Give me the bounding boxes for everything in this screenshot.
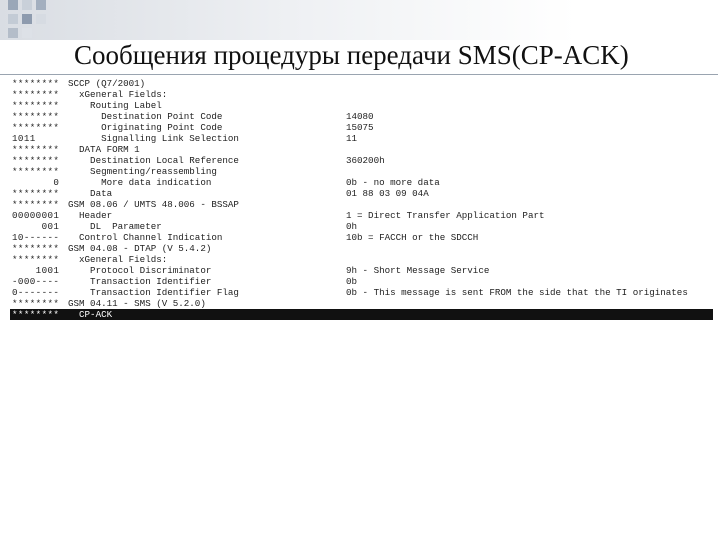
field-cell: CP-ACK [68,309,113,320]
listing-row[interactable] [10,221,713,232]
listing-row[interactable] [10,199,713,210]
value-cell: 0h [346,221,358,232]
value-cell: 0b - no more data [346,177,440,188]
listing-row[interactable] [10,144,713,155]
bits-cell: ******** [12,111,60,122]
bits-cell: ******** [12,254,60,265]
field-cell: Header [68,210,113,221]
bits-cell: 0------- [12,287,60,298]
listing-row[interactable] [10,243,713,254]
field-cell: Protocol Discriminator [68,265,212,276]
bits-cell: 00000001 [12,210,60,221]
bits-cell: ******** [12,243,60,254]
field-cell: GSM 04.08 - DTAP (V 5.4.2) [68,243,212,254]
listing-row[interactable] [10,276,713,287]
bits-cell: ******** [12,188,60,199]
field-cell: Routing Label [68,100,162,111]
bits-cell: 1001 [12,265,60,276]
field-cell: DL Parameter [68,221,162,232]
field-cell: GSM 08.06 / UMTS 48.006 - BSSAP [68,199,239,210]
listing-row[interactable] [10,89,713,100]
listing-row[interactable] [10,133,713,144]
listing-row[interactable] [10,111,713,122]
value-cell: 01 88 03 09 04A [346,188,429,199]
field-cell: Destination Point Code [68,111,223,122]
bits-cell: ******** [12,166,60,177]
bits-cell: ******** [12,122,60,133]
field-cell: Transaction Identifier Flag [68,287,239,298]
bits-cell: ******** [12,100,60,111]
bits-cell: 10------ [12,232,60,243]
listing-row[interactable] [10,210,713,221]
listing-row[interactable] [10,287,713,298]
field-cell: More data indication [68,177,212,188]
slide-title: Сообщения процедуры передачи SMS(CP-ACK) [74,40,629,70]
listing-row[interactable] [10,166,713,177]
field-cell: Segmenting/reassembling [68,166,217,177]
bits-cell: -000---- [12,276,60,287]
header-gradient-band [0,0,720,40]
bits-cell: ******** [12,155,60,166]
value-cell: 0b - This message is sent FROM the side that the TI originates [346,287,688,298]
listing-row[interactable] [10,265,713,276]
field-cell: Originating Point Code [68,122,223,133]
field-cell: Transaction Identifier [68,276,212,287]
field-cell: xGeneral Fields: [68,254,168,265]
bits-cell: ******** [12,78,60,89]
listing-row[interactable] [10,155,713,166]
listing-row[interactable] [10,232,713,243]
bits-cell: 0 [12,177,60,188]
value-cell: 14080 [346,111,374,122]
value-cell: 0b [346,276,358,287]
value-cell: 11 [346,133,358,144]
value-cell: 9h - Short Message Service [346,265,490,276]
bits-cell: ******** [12,309,60,320]
field-cell: Control Channel Indication [68,232,223,243]
listing-row[interactable] [10,298,713,309]
bits-cell: 1011 [12,133,36,144]
field-cell: Destination Local Reference [68,155,239,166]
decorative-squares [8,0,68,40]
field-cell: GSM 04.11 - SMS (V 5.2.0) [68,298,206,309]
bits-cell: ******** [12,89,60,100]
listing-row[interactable] [10,100,713,111]
listing-row[interactable] [10,254,713,265]
field-cell: Signalling Link Selection [68,133,239,144]
protocol-decode-listing [10,78,713,326]
value-cell: 15075 [346,122,374,133]
listing-row[interactable] [10,177,713,188]
listing-row[interactable] [10,122,713,133]
field-cell: xGeneral Fields: [68,89,168,100]
listing-row[interactable] [10,78,713,89]
bits-cell: 001 [12,221,60,232]
field-cell: Data [68,188,113,199]
listing-row-selected[interactable] [10,309,713,320]
field-cell: SCCP (Q7/2001) [68,78,146,89]
field-cell: DATA FORM 1 [68,144,140,155]
bits-cell: ******** [12,199,60,210]
bits-cell: ******** [12,144,60,155]
title-underline [0,74,718,75]
value-cell: 1 = Direct Transfer Application Part [346,210,545,221]
value-cell: 10b = FACCH or the SDCCH [346,232,479,243]
listing-row[interactable] [10,188,713,199]
bits-cell: ******** [12,298,60,309]
value-cell: 360200h [346,155,385,166]
